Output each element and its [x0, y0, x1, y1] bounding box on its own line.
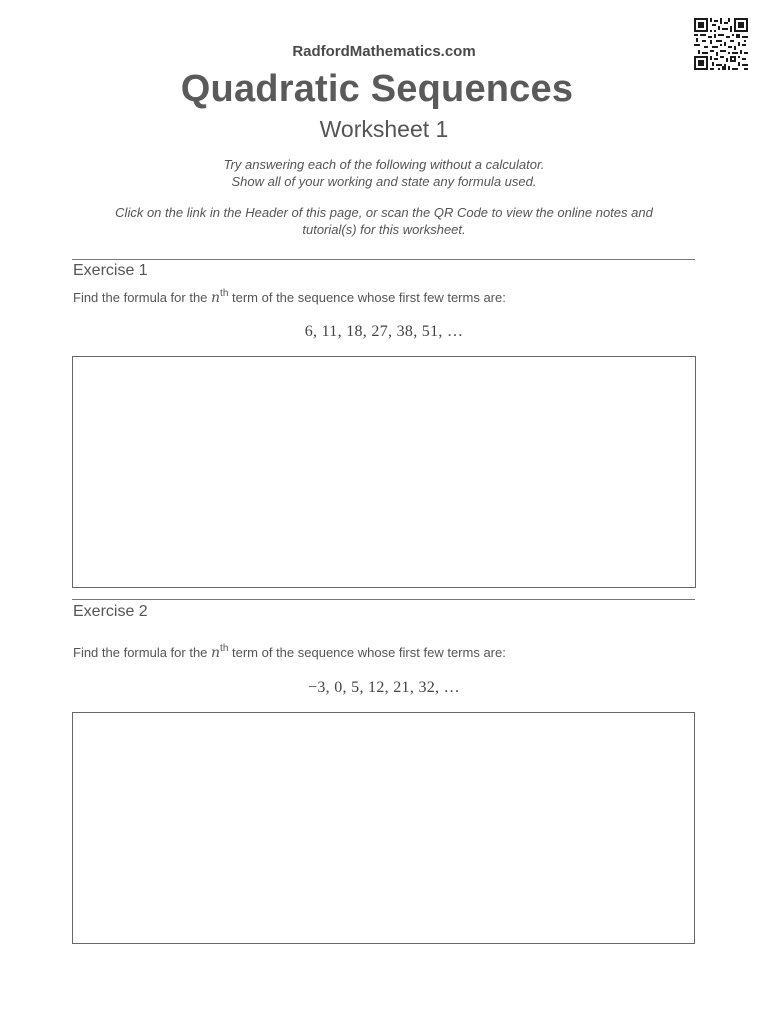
section-divider — [72, 599, 695, 600]
exercise-2-heading: Exercise 2 — [73, 603, 148, 620]
worksheet-title: Quadratic Sequences — [180, 68, 574, 110]
link-instruction-line-2: tutorial(s) for this worksheet. — [302, 222, 466, 237]
question-text-end: term of the sequence whose first few terms are: — [228, 290, 506, 305]
n-variable: n — [211, 290, 221, 306]
site-name[interactable]: RadfordMathematics.com — [292, 43, 476, 60]
instruction-line-1: Try answering each of the following without a calculator. — [223, 157, 545, 172]
section-divider — [72, 259, 695, 260]
question-text-end: term of the sequence whose first few terms are: — [228, 645, 506, 660]
question-text-start: Find the formula for the — [73, 645, 212, 660]
qr-code-icon[interactable] — [694, 18, 748, 70]
instructions — [0, 156, 768, 190]
exercise-1-heading: Exercise 1 — [73, 262, 148, 279]
superscript-th: th — [220, 643, 229, 654]
exercise-2-question — [73, 645, 506, 661]
exercise-1-question — [73, 290, 506, 306]
worksheet-subtitle: Worksheet 1 — [319, 116, 449, 142]
n-variable: n — [211, 645, 221, 661]
exercise-2-sequence: −3, 0, 5, 12, 21, 32, … — [308, 679, 460, 696]
link-instruction-line-1: Click on the link in the Header of this page, or scan the QR Code to view the online notes and — [115, 205, 653, 220]
exercise-2-answer-box[interactable] — [72, 712, 695, 944]
instruction-line-2: Show all of your working and state any formula used. — [231, 174, 537, 189]
superscript-th: th — [220, 288, 229, 299]
exercise-1-sequence: 6, 11, 18, 27, 38, 51, … — [304, 323, 464, 340]
exercise-1-answer-box[interactable] — [72, 356, 696, 588]
online-notes-instructions — [0, 204, 768, 238]
question-text-start: Find the formula for the — [73, 290, 212, 305]
